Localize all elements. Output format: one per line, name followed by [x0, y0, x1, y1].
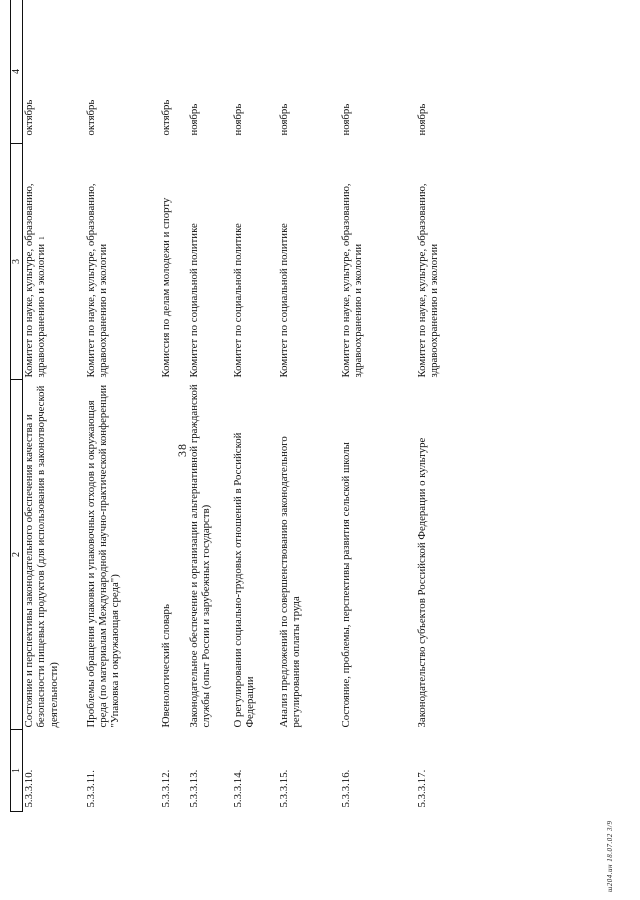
item-number: 5.3.3.11.	[84, 770, 97, 808]
item-title: Законодательство субъектов Российской Федерации о культуре	[415, 437, 428, 728]
item-title: О регулировании социально-трудовых отношений в Российской Федерации	[231, 432, 256, 728]
item-month: ноябрь	[231, 103, 244, 136]
column-number-3: 3	[11, 144, 23, 380]
item-committee: Комитет по социальной политике	[277, 223, 290, 378]
item-number: 5.3.3.10.	[23, 769, 35, 808]
item-number: 5.3.3.15.	[277, 769, 290, 808]
table-row	[232, 0, 278, 812]
item-month: ноябрь	[339, 103, 352, 136]
item-committee-text: Комитет по науке, культуре, образованию, здравоохранению и экологии	[23, 183, 48, 378]
table-row	[340, 0, 416, 812]
plan-table	[10, 0, 604, 812]
item-month: октябрь	[159, 99, 172, 136]
item-committee: Комитет по социальной политике	[231, 223, 244, 378]
item-title: Анализ предложений по совершенствованию законодательного регулирования оплаты труда	[277, 436, 302, 728]
item-committee: Комитет по науке, культуре, образованию, здравоохранению и экологии	[339, 183, 364, 378]
page-number: 38	[175, 443, 189, 457]
item-committee: Комитет по науке, культуре, образованию, здравоохранению и экологии	[84, 183, 109, 378]
item-title: Состояние, проблемы, перспективы развития сельской школы	[339, 442, 352, 728]
item-number: 5.3.3.16.	[339, 769, 352, 808]
item-number: 5.3.3.14.	[231, 769, 244, 808]
table-row	[188, 0, 232, 812]
item-committee: Комиссия по делам молодежи и спорту	[159, 197, 172, 378]
item-title: Ювенологический словарь	[159, 604, 172, 728]
column-number-header	[11, 0, 23, 812]
item-title: Состояние и перспективы законодательного обеспечения качества и безопасности пищевых продуктов (для использования в законотворческой деятельности)	[23, 385, 60, 728]
stray-mark: 1	[37, 236, 46, 240]
column-number-4: 4	[11, 0, 23, 144]
item-number: 5.3.3.12.	[159, 769, 172, 808]
table-row	[278, 0, 340, 812]
item-month: ноябрь	[415, 103, 428, 136]
item-title: Законодательное обеспечение и организации альтернативной гражданской службы (опыт России и зарубежных государств)	[187, 384, 212, 728]
item-month: ноябрь	[187, 103, 200, 136]
table-row	[416, 0, 605, 812]
item-committee: Комитет по науке, культуре, образованию, здравоохранению и экологии	[415, 183, 440, 378]
column-number-1: 1	[11, 730, 23, 812]
item-title: Проблемы обращения упаковки и упаковочных отходов и окружающая среда (по материалам Международной научно-практической конференции "Упаковка и окружающая среда")	[84, 384, 122, 728]
table-row	[160, 0, 188, 812]
column-number-2: 2	[11, 380, 23, 730]
item-committee	[23, 144, 85, 380]
item-number: 5.3.3.13.	[187, 769, 200, 808]
item-month: октябрь	[23, 99, 35, 136]
item-number: 5.3.3.17.	[415, 769, 428, 808]
table-row	[23, 0, 85, 812]
item-month: октябрь	[84, 99, 97, 136]
item-committee: Комитет по социальной политике	[187, 223, 200, 378]
item-month: ноябрь	[277, 103, 290, 136]
footer-code: ш204.ин 18.07.02 3/9	[606, 820, 614, 892]
table-row	[85, 0, 160, 812]
